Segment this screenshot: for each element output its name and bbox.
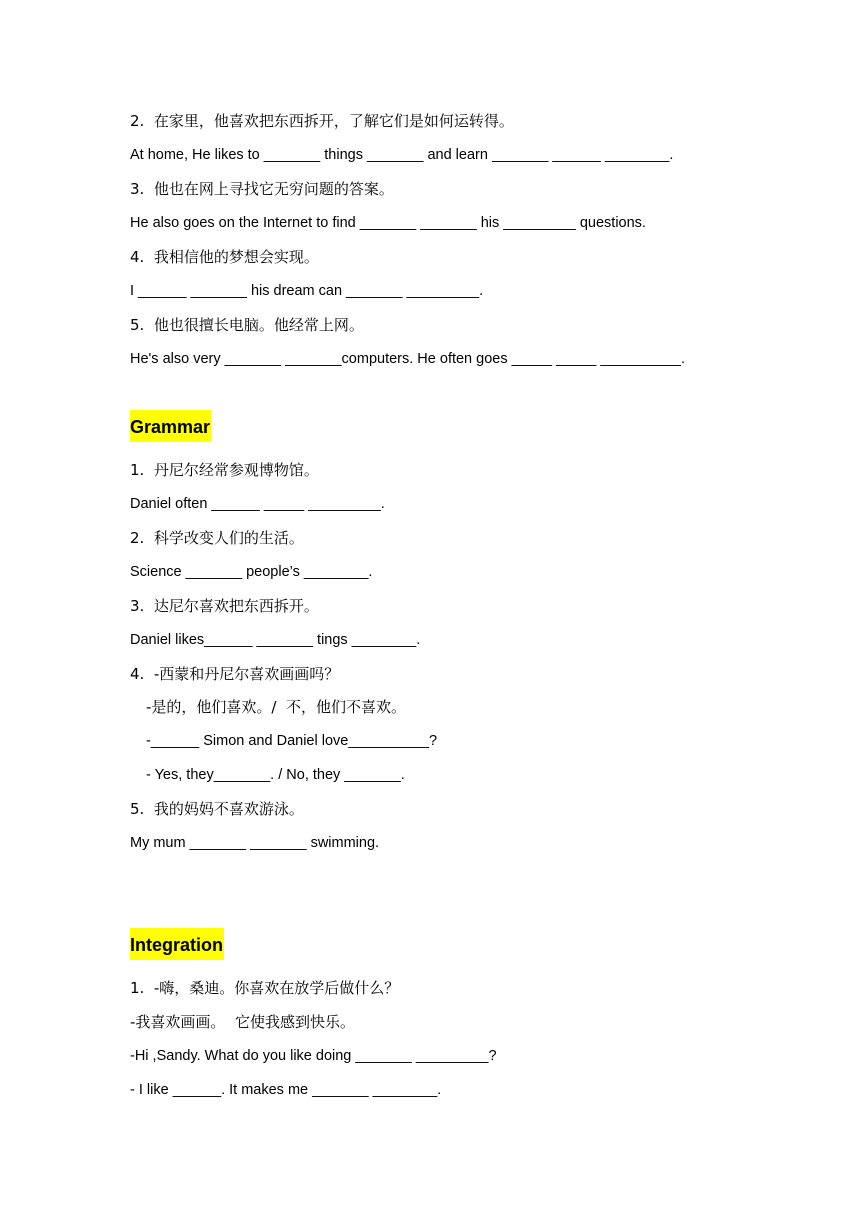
grammar-q1-english: Daniel often ______ _____ _________. (130, 496, 385, 512)
question-2-chinese: 2. 在家里，他喜欢把东西拆开，了解它们是如何运转得。 (130, 112, 514, 130)
integration-q1-chinese-question: 1. -嗨，桑迪。你喜欢在放学后做什么？ (130, 979, 400, 997)
grammar-heading: Grammar (130, 410, 211, 442)
grammar-q5-english: My mum _______ _______ swimming. (130, 835, 380, 851)
integration-q1-english-question: -Hi ,Sandy. What do you like doing _______ _________? (130, 1048, 497, 1064)
integration-q1-english-answer: - I like ______. It makes me _______ ________. (130, 1082, 442, 1098)
question-5-chinese: 5. 他也很擅长电脑。他经常上网。 (130, 316, 364, 334)
integration-q1-chinese-answer: -我喜欢画画。 它使我感到快乐。 (130, 1013, 355, 1031)
grammar-q4-chinese-question: 4. -西蒙和丹尼尔喜欢画画吗？ (130, 665, 340, 683)
grammar-q1-chinese: 1. 丹尼尔经常参观博物馆。 (130, 461, 319, 479)
question-3-english: He also goes on the Internet to find _______ _______ his _________ questions. (130, 215, 646, 231)
grammar-q2-chinese: 2. 科学改变人们的生活。 (130, 529, 304, 547)
grammar-q3-chinese: 3. 达尼尔喜欢把东西拆开。 (130, 597, 319, 615)
grammar-q4-chinese-answer: -是的，他们喜欢。/ 不，他们不喜欢。 (146, 698, 407, 716)
grammar-q2-english: Science _______ people’s ________. (130, 564, 373, 580)
question-5-english: He's also very _______ _______computers. He often goes _____ _____ __________. (130, 351, 685, 367)
grammar-q3-english: Daniel likes______ _______ tings ________. (130, 632, 421, 648)
grammar-q4-english-question: -______ Simon and Daniel love__________? (146, 733, 438, 749)
question-2-english: At home, He likes to _______ things _______ and learn _______ ______ ________. (130, 147, 674, 163)
question-4-english: I ______ _______ his dream can _______ _________. (130, 283, 484, 299)
grammar-q5-chinese: 5. 我的妈妈不喜欢游泳。 (130, 800, 304, 818)
question-3-chinese: 3. 他也在网上寻找它无穷问题的答案。 (130, 180, 394, 198)
grammar-q4-english-answer: - Yes, they_______. / No, they _______. (146, 767, 405, 783)
question-4-chinese: 4. 我相信他的梦想会实现。 (130, 248, 319, 266)
integration-heading: Integration (130, 928, 224, 960)
